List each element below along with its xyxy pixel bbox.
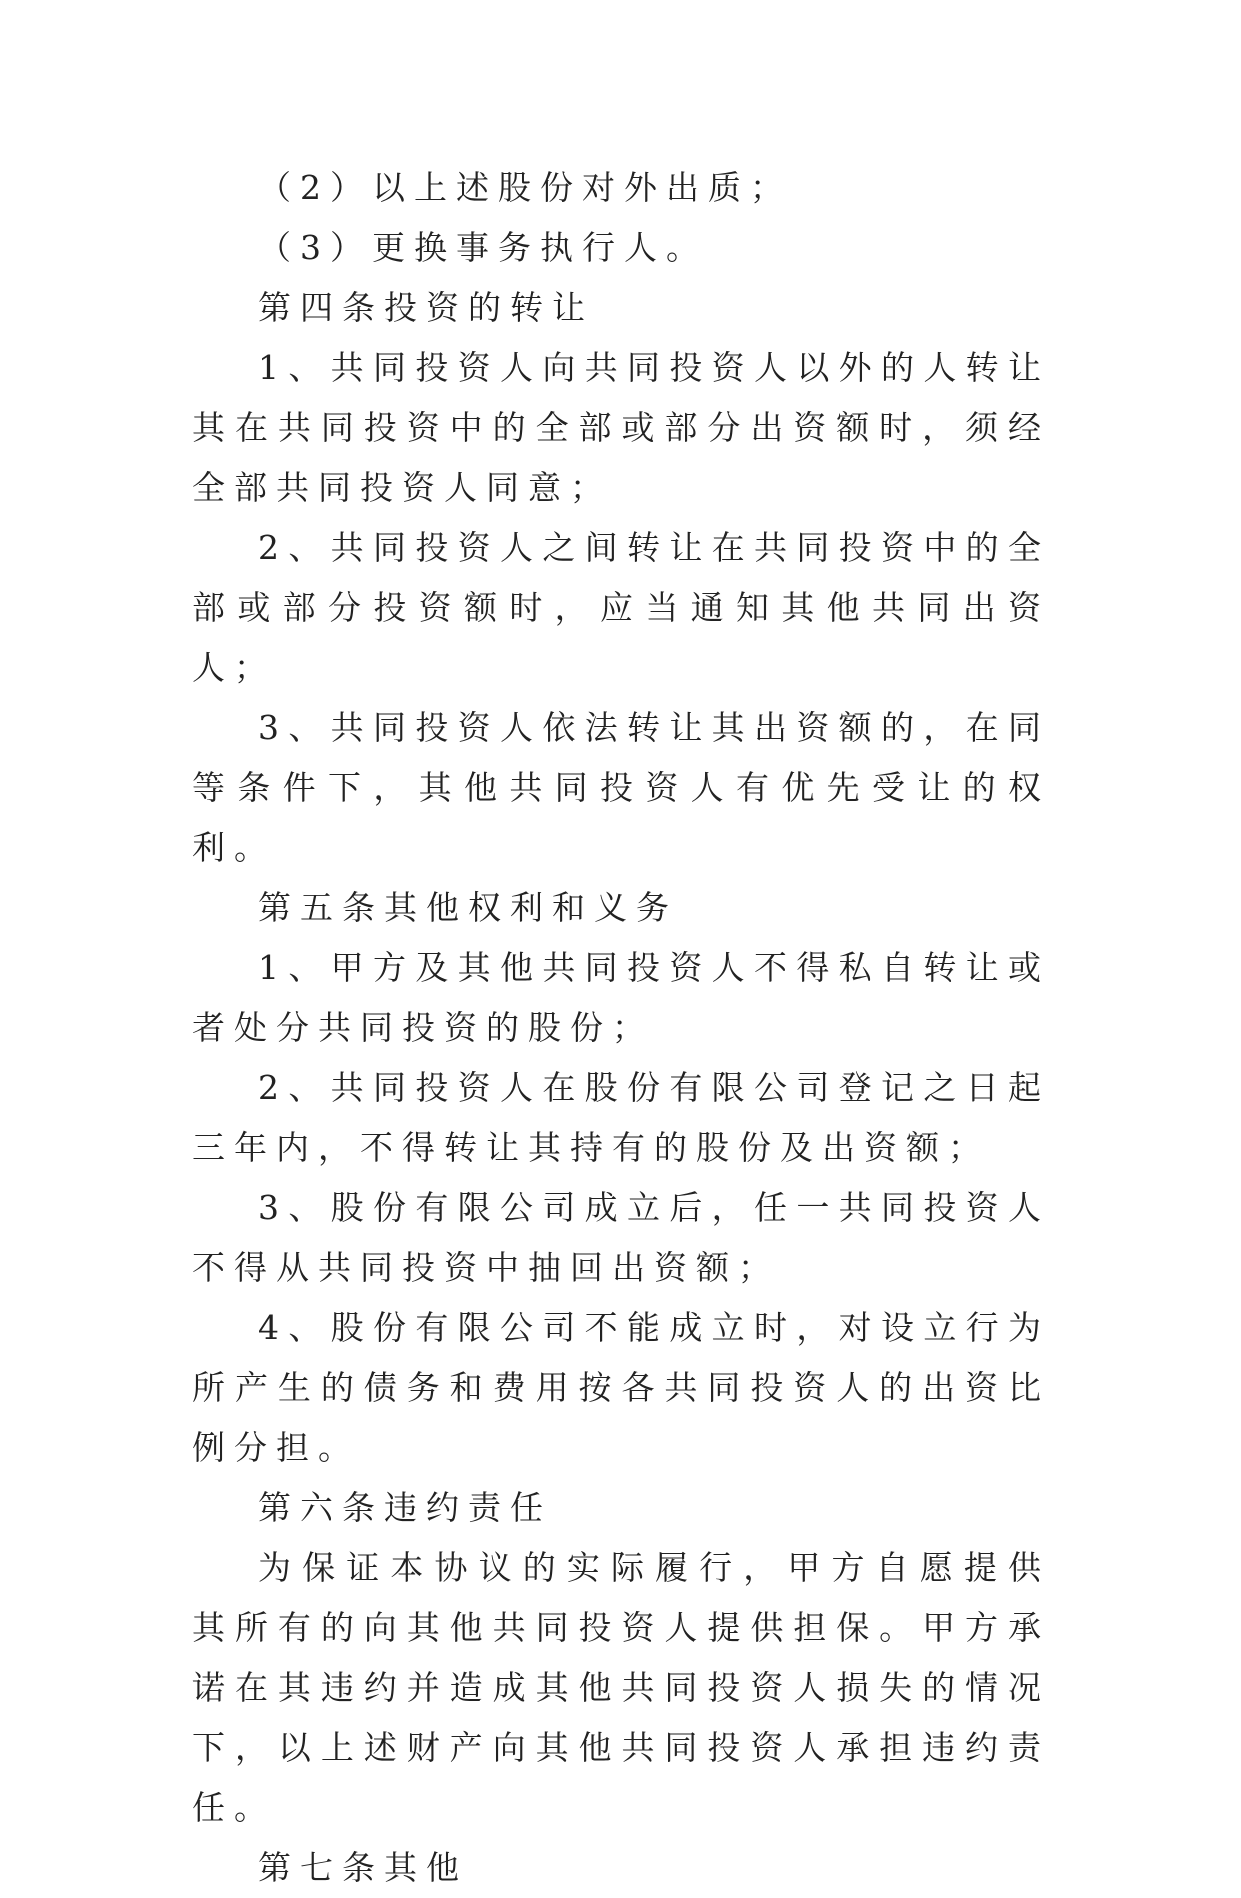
article-4-heading: 第四条投资的转让 — [258, 288, 594, 327]
article-4-item-2: 2、共同投资人之间转让在共同投资中的全部或部分投资额时，应当通知其他共同出资人； — [192, 528, 1050, 687]
article-6-heading: 第六条违约责任 — [258, 1488, 552, 1527]
article-7-heading: 第七条其他 — [258, 1848, 468, 1887]
article-5-item-2: 2、共同投资人在股份有限公司登记之日起三年内，不得转让其持有的股份及出资额； — [192, 1068, 1050, 1167]
article-5-item-1: 1、甲方及其他共同投资人不得私自转让或者处分共同投资的股份； — [192, 948, 1050, 1047]
article-4-item-1: 1、共同投资人向共同投资人以外的人转让其在共同投资中的全部或部分出资额时，须经全部共同投资人同意； — [192, 348, 1050, 507]
pledge-clause: （2）以上述股份对外出质； — [258, 168, 792, 207]
article-6-body: 为保证本协议的实际履行，甲方自愿提供其所有的向其他共同投资人提供担保。甲方承诺在其违约并造成其他共同投资人损失的情况下，以上述财产向其他共同投资人承担违约责任。 — [192, 1548, 1050, 1827]
document-body — [192, 158, 1050, 1898]
article-5-item-3: 3、股份有限公司成立后，任一共同投资人不得从共同投资中抽回出资额； — [192, 1188, 1050, 1287]
article-5-heading: 第五条其他权利和义务 — [258, 888, 678, 927]
article-4-item-3: 3、共同投资人依法转让其出资额的，在同等条件下，其他共同投资人有优先受让的权利。 — [192, 708, 1050, 867]
executor-change-clause: （3）更换事务执行人。 — [258, 228, 708, 267]
article-5-item-4: 4、股份有限公司不能成立时，对设立行为所产生的债务和费用按各共同投资人的出资比例分担。 — [192, 1308, 1050, 1467]
